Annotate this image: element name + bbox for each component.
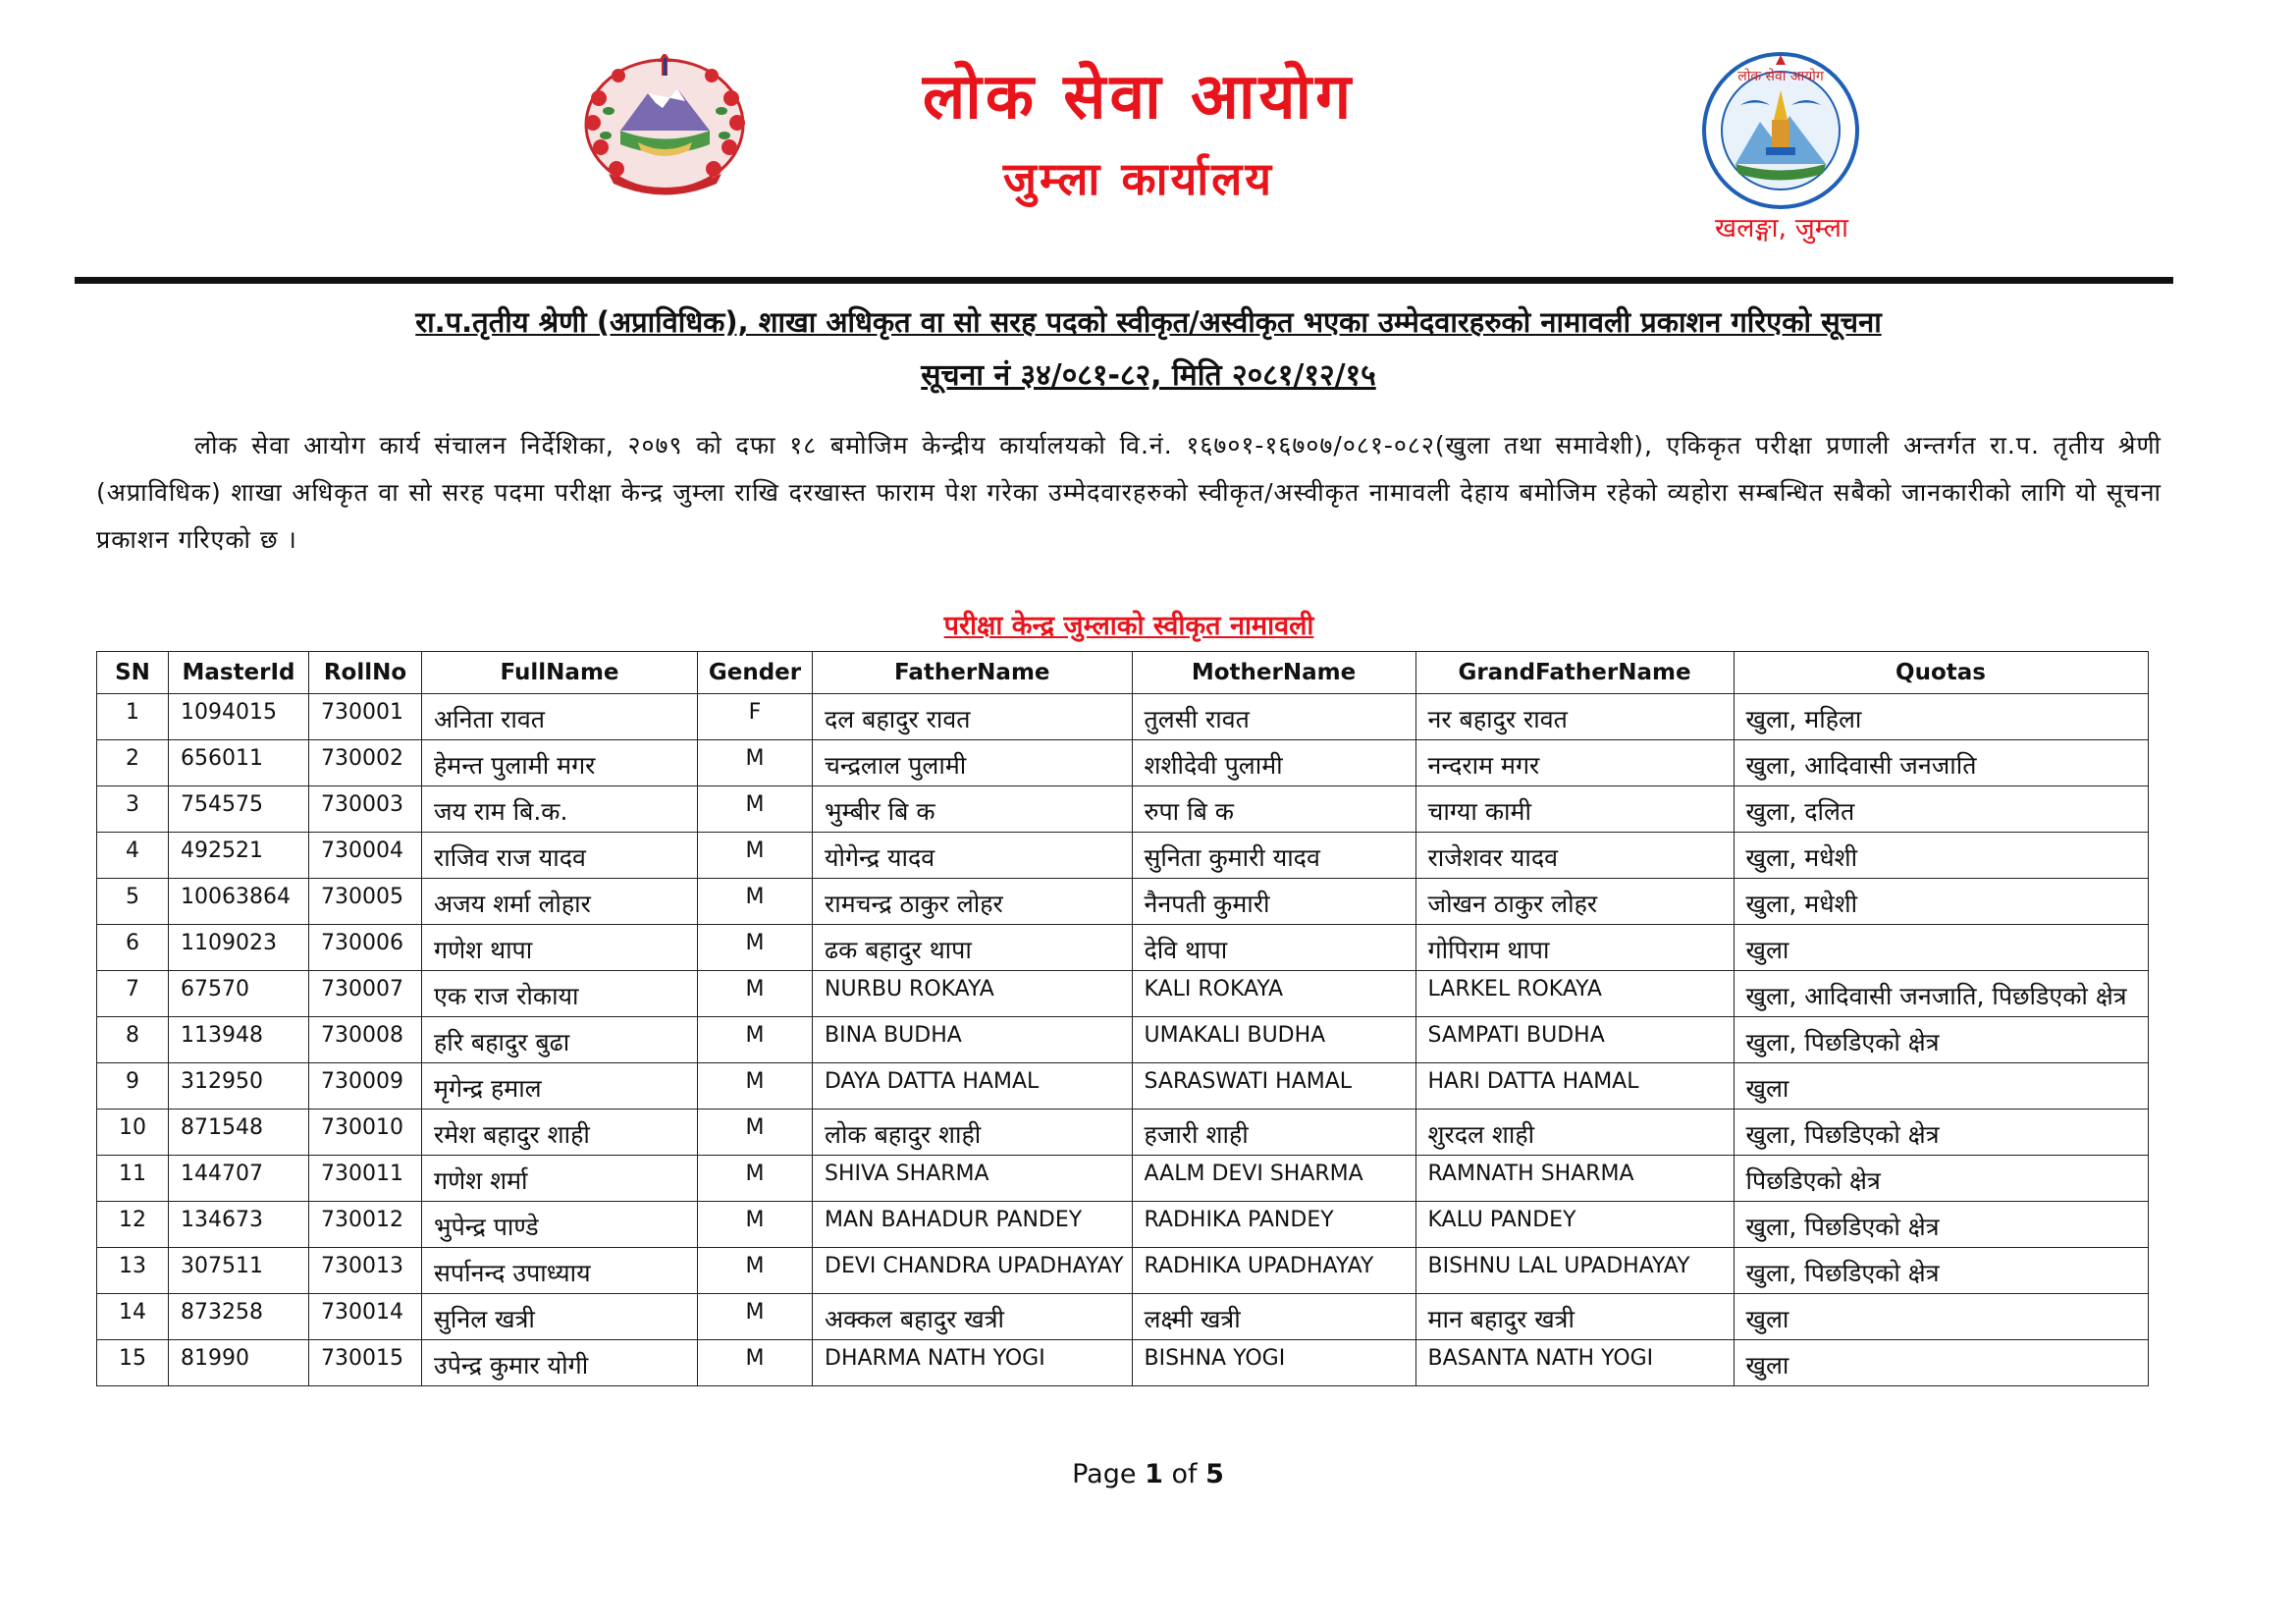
cell-master-id: 1094015: [169, 694, 309, 740]
cell-father-name: रामचन्द्र ठाकुर लोहर: [813, 879, 1133, 925]
cell-mother-name: RADHIKA PANDEY: [1132, 1202, 1415, 1248]
cell-father-name: ढक बहादुर थापा: [813, 925, 1133, 971]
cell-gender: M: [698, 1248, 813, 1294]
cell-father-name: लोक बहादुर शाही: [813, 1110, 1133, 1156]
table-row: [97, 1294, 2149, 1340]
cell-grandfather-name: SAMPATI BUDHA: [1415, 1017, 1734, 1063]
cell-mother-name: UMAKALI BUDHA: [1132, 1017, 1415, 1063]
cell-grandfather-name: जोखन ठाकुर लोहर: [1415, 879, 1734, 925]
cell-roll-no: 730012: [309, 1202, 422, 1248]
cell-gender: M: [698, 971, 813, 1017]
table-row: [97, 1063, 2149, 1110]
cell-master-id: 81990: [169, 1340, 309, 1386]
cell-grandfather-name: BASANTA NATH YOGI: [1415, 1340, 1734, 1386]
cell-quotas: खुला: [1734, 1340, 2148, 1386]
cell-master-id: 113948: [169, 1017, 309, 1063]
cell-roll-no: 730011: [309, 1156, 422, 1202]
table-row: [97, 971, 2149, 1017]
cell-grandfather-name: HARI DATTA HAMAL: [1415, 1063, 1734, 1110]
cell-father-name: अक्कल बहादुर खत्री: [813, 1294, 1133, 1340]
cell-father-name: DEVI CHANDRA UPADHAYAY: [813, 1248, 1133, 1294]
cell-quotas: खुला, पिछडिएको क्षेत्र: [1734, 1248, 2148, 1294]
office-title: जुम्ला कार्यालय: [1002, 152, 1275, 205]
cell-full-name: एक राज रोकाया: [422, 971, 698, 1017]
cell-roll-no: 730013: [309, 1248, 422, 1294]
cell-quotas: खुला, मधेशी: [1734, 879, 2148, 925]
column-header-grandfather-name: GrandFatherName: [1415, 652, 1734, 694]
psc-seal-icon: [1701, 51, 1860, 210]
cell-roll-no: 730007: [309, 971, 422, 1017]
cell-master-id: 871548: [169, 1110, 309, 1156]
table-row: [97, 879, 2149, 925]
cell-roll-no: 730010: [309, 1110, 422, 1156]
column-header-mother-name: MotherName: [1132, 652, 1415, 694]
table-row: [97, 1248, 2149, 1294]
cell-quotas: खुला: [1734, 1294, 2148, 1340]
table-row: [97, 694, 2149, 740]
cell-gender: F: [698, 694, 813, 740]
cell-full-name: अनिता रावत: [422, 694, 698, 740]
office-location: खलङ्गा, जुम्ला: [1715, 213, 1848, 244]
cell-sn: 4: [97, 833, 169, 879]
cell-sn: 13: [97, 1248, 169, 1294]
cell-full-name: अजय शर्मा लोहार: [422, 879, 698, 925]
candidates-table: [96, 651, 2149, 1386]
table-row: [97, 786, 2149, 833]
cell-grandfather-name: नन्दराम मगर: [1415, 740, 1734, 786]
cell-father-name: DHARMA NATH YOGI: [813, 1340, 1133, 1386]
cell-sn: 14: [97, 1294, 169, 1340]
cell-grandfather-name: RAMNATH SHARMA: [1415, 1156, 1734, 1202]
cell-sn: 7: [97, 971, 169, 1017]
cell-roll-no: 730004: [309, 833, 422, 879]
table-row: [97, 1202, 2149, 1248]
cell-father-name: दल बहादुर रावत: [813, 694, 1133, 740]
cell-mother-name: AALM DEVI SHARMA: [1132, 1156, 1415, 1202]
cell-gender: M: [698, 1294, 813, 1340]
cell-full-name: भुपेन्द्र पाण्डे: [422, 1202, 698, 1248]
table-row: [97, 740, 2149, 786]
table-row: [97, 1110, 2149, 1156]
org-title: लोक सेवा आयोग: [922, 61, 1356, 134]
cell-mother-name: लक्ष्मी खत्री: [1132, 1294, 1415, 1340]
table-row: [97, 833, 2149, 879]
page-of-label: of: [1171, 1459, 1198, 1489]
cell-master-id: 307511: [169, 1248, 309, 1294]
cell-roll-no: 730001: [309, 694, 422, 740]
cell-mother-name: देवि थापा: [1132, 925, 1415, 971]
cell-father-name: भुम्बीर बि क: [813, 786, 1133, 833]
cell-father-name: MAN BAHADUR PANDEY: [813, 1202, 1133, 1248]
cell-gender: M: [698, 879, 813, 925]
cell-full-name: जय राम बि.क.: [422, 786, 698, 833]
cell-gender: M: [698, 1063, 813, 1110]
table-body: [97, 694, 2149, 1386]
cell-quotas: खुला: [1734, 925, 2148, 971]
cell-grandfather-name: नर बहादुर रावत: [1415, 694, 1734, 740]
cell-mother-name: सुनिता कुमारी यादव: [1132, 833, 1415, 879]
column-header-father-name: FatherName: [813, 652, 1133, 694]
cell-full-name: सुनिल खत्री: [422, 1294, 698, 1340]
cell-father-name: योगेन्द्र यादव: [813, 833, 1133, 879]
cell-quotas: खुला, पिछडिएको क्षेत्र: [1734, 1110, 2148, 1156]
cell-master-id: 312950: [169, 1063, 309, 1110]
cell-grandfather-name: मान बहादुर खत्री: [1415, 1294, 1734, 1340]
cell-gender: M: [698, 1110, 813, 1156]
cell-roll-no: 730006: [309, 925, 422, 971]
cell-grandfather-name: राजेशवर यादव: [1415, 833, 1734, 879]
cell-gender: M: [698, 1156, 813, 1202]
notice-body: लोक सेवा आयोग कार्य संचालन निर्देशिका, २०७९ को दफा १८ बमोजिम केन्द्रीय कार्यालयको वि.नं. १६७०१-१६७०७/०८१-०८२(खुला तथा समावेशी), एकिकृत परीक्षा प्रणाली अन्तर्गत रा.प. तृतीय श्रेणी (अप्राविधिक) शाखा अधिकृत वा सो सरह पदमा परीक्षा केन्द्र जुम्ला राखि दरखास्त फाराम पेश गरेका उम्मेदवारहरुको स्वीकृत/अस्वीकृत नामावली देहाय बमोजिम रहेको व्यहोरा सम्बन्धित सबैको जानकारीको लागि यो सूचना प्रकाशन गरिएको छ ।: [96, 431, 2162, 554]
cell-full-name: राजिव राज यादव: [422, 833, 698, 879]
table-row: [97, 925, 2149, 971]
cell-quotas: खुला, आदिवासी जनजाति: [1734, 740, 2148, 786]
header-divider: [75, 277, 2173, 284]
cell-gender: M: [698, 833, 813, 879]
cell-mother-name: BISHNA YOGI: [1132, 1340, 1415, 1386]
cell-mother-name: SARASWATI HAMAL: [1132, 1063, 1415, 1110]
cell-master-id: 754575: [169, 786, 309, 833]
cell-mother-name: KALI ROKAYA: [1132, 971, 1415, 1017]
cell-full-name: गणेश थापा: [422, 925, 698, 971]
cell-full-name: हरि बहादुर बुढा: [422, 1017, 698, 1063]
cell-roll-no: 730015: [309, 1340, 422, 1386]
cell-gender: M: [698, 1017, 813, 1063]
cell-father-name: SHIVA SHARMA: [813, 1156, 1133, 1202]
column-header-roll-no: RollNo: [309, 652, 422, 694]
cell-gender: M: [698, 1202, 813, 1248]
cell-mother-name: RADHIKA UPADHAYAY: [1132, 1248, 1415, 1294]
cell-mother-name: तुलसी रावत: [1132, 694, 1415, 740]
cell-sn: 6: [97, 925, 169, 971]
cell-quotas: खुला, आदिवासी जनजाति, पिछडिएको क्षेत्र: [1734, 971, 2148, 1017]
cell-gender: M: [698, 740, 813, 786]
table-row: [97, 1017, 2149, 1063]
cell-master-id: 10063864: [169, 879, 309, 925]
cell-gender: M: [698, 925, 813, 971]
cell-father-name: DAYA DATTA HAMAL: [813, 1063, 1133, 1110]
cell-master-id: 67570: [169, 971, 309, 1017]
cell-roll-no: 730009: [309, 1063, 422, 1110]
cell-grandfather-name: शुरदल शाही: [1415, 1110, 1734, 1156]
cell-roll-no: 730014: [309, 1294, 422, 1340]
cell-full-name: उपेन्द्र कुमार योगी: [422, 1340, 698, 1386]
cell-father-name: चन्द्रलाल पुलामी: [813, 740, 1133, 786]
cell-grandfather-name: गोपिराम थापा: [1415, 925, 1734, 971]
cell-quotas: खुला, पिछडिएको क्षेत्र: [1734, 1017, 2148, 1063]
cell-mother-name: हजारी शाही: [1132, 1110, 1415, 1156]
column-header-sn: SN: [97, 652, 169, 694]
cell-sn: 15: [97, 1340, 169, 1386]
cell-grandfather-name: LARKEL ROKAYA: [1415, 971, 1734, 1017]
column-header-master-id: MasterId: [169, 652, 309, 694]
cell-sn: 3: [97, 786, 169, 833]
cell-quotas: खुला, मधेशी: [1734, 833, 2148, 879]
cell-mother-name: रुपा बि क: [1132, 786, 1415, 833]
cell-grandfather-name: KALU PANDEY: [1415, 1202, 1734, 1248]
cell-master-id: 1109023: [169, 925, 309, 971]
cell-roll-no: 730002: [309, 740, 422, 786]
notice-number: सूचना नं ३४/०८१-८२, मिति २०८१/१२/१५: [921, 358, 1376, 393]
cell-sn: 1: [97, 694, 169, 740]
cell-sn: 11: [97, 1156, 169, 1202]
cell-full-name: रमेश बहादुर शाही: [422, 1110, 698, 1156]
cell-gender: M: [698, 1340, 813, 1386]
cell-quotas: खुला, पिछडिएको क्षेत्र: [1734, 1202, 2148, 1248]
cell-full-name: गणेश शर्मा: [422, 1156, 698, 1202]
page-footer: [0, 1459, 2296, 1489]
cell-grandfather-name: चाग्या कामी: [1415, 786, 1734, 833]
cell-grandfather-name: BISHNU LAL UPADHAYAY: [1415, 1248, 1734, 1294]
notice-title: रा.प.तृतीय श्रेणी (अप्राविधिक), शाखा अधिकृत वा सो सरह पदको स्वीकृत/अस्वीकृत भएका उम्मेदवारहरुको नामावली प्रकाशन गरिएको सूचना: [415, 305, 1882, 339]
cell-sn: 10: [97, 1110, 169, 1156]
cell-full-name: सर्पानन्द उपाध्याय: [422, 1248, 698, 1294]
cell-master-id: 134673: [169, 1202, 309, 1248]
column-header-quotas: Quotas: [1734, 652, 2148, 694]
cell-sn: 2: [97, 740, 169, 786]
column-header-gender: Gender: [698, 652, 813, 694]
cell-full-name: मृगेन्द्र हमाल: [422, 1063, 698, 1110]
table-row: [97, 1340, 2149, 1386]
cell-quotas: खुला, दलित: [1734, 786, 2148, 833]
table-header-row: [97, 652, 2149, 694]
page-label: Page: [1072, 1459, 1137, 1489]
cell-master-id: 144707: [169, 1156, 309, 1202]
cell-mother-name: नैनपती कुमारी: [1132, 879, 1415, 925]
cell-gender: M: [698, 786, 813, 833]
cell-father-name: NURBU ROKAYA: [813, 971, 1133, 1017]
seal-text: लोक सेवा आयोग: [1737, 69, 1824, 84]
cell-sn: 5: [97, 879, 169, 925]
cell-sn: 9: [97, 1063, 169, 1110]
current-page-number: 1: [1145, 1459, 1163, 1489]
cell-sn: 12: [97, 1202, 169, 1248]
total-pages-number: 5: [1205, 1459, 1224, 1489]
cell-full-name: हेमन्त पुलामी मगर: [422, 740, 698, 786]
table-row: [97, 1156, 2149, 1202]
cell-sn: 8: [97, 1017, 169, 1063]
cell-mother-name: शशीदेवी पुलामी: [1132, 740, 1415, 786]
cell-quotas: खुला: [1734, 1063, 2148, 1110]
cell-roll-no: 730003: [309, 786, 422, 833]
cell-quotas: पिछडिएको क्षेत्र: [1734, 1156, 2148, 1202]
cell-quotas: खुला, महिला: [1734, 694, 2148, 740]
column-header-full-name: FullName: [422, 652, 698, 694]
cell-roll-no: 730008: [309, 1017, 422, 1063]
cell-roll-no: 730005: [309, 879, 422, 925]
cell-master-id: 492521: [169, 833, 309, 879]
cell-master-id: 656011: [169, 740, 309, 786]
approved-list-heading: परीक्षा केन्द्र जुम्लाको स्वीकृत नामावली: [943, 611, 1314, 641]
cell-father-name: BINA BUDHA: [813, 1017, 1133, 1063]
cell-master-id: 873258: [169, 1294, 309, 1340]
